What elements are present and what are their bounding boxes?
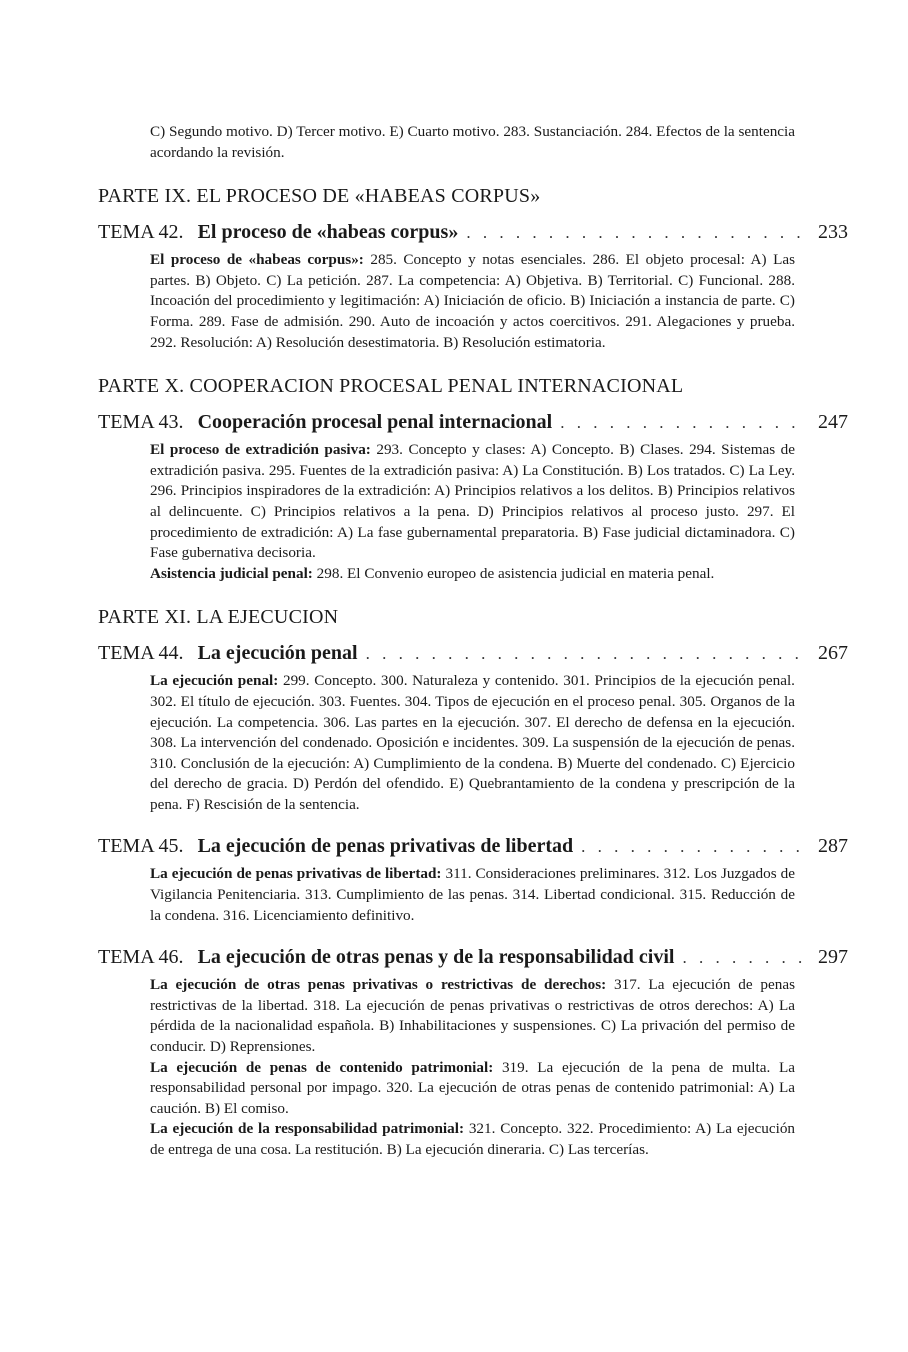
description-paragraph <box>150 671 795 815</box>
tema-title: Cooperación procesal penal internacional <box>197 411 553 434</box>
page-number: 297 <box>818 946 848 969</box>
page-number: 247 <box>818 411 848 434</box>
description-paragraph <box>150 1058 795 1120</box>
parte-xi-heading: PARTE XI. LA EJECUCION <box>98 606 339 629</box>
section-lead: La ejecución penal: <box>150 672 279 690</box>
page-number: 233 <box>818 221 848 244</box>
description-paragraph <box>150 564 795 585</box>
description-paragraph <box>150 250 795 353</box>
section-text: 285. Concepto y notas esenciales. 286. El objeto procesal: A) Las partes. B) Objeto. C) La petición. 287. La competencia: A) Objetiva. B) Territorial. C) Funcional. 288. Incoación del procedimiento y legitimación: A) Iniciación de oficio. B) Iniciación a instancia de parte. C) Forma. 289. Fase de admisión. 290. Auto de incoación y actos coercitivos. 291. Alegaciones y prueba. 292. Resolución: A) Resolución desestimatoria. B) Resolución estimatoria. <box>150 251 796 351</box>
section-lead: La ejecución de penas privativas de libertad: <box>150 865 442 883</box>
tema-title: La ejecución de penas privativas de libertad <box>197 835 574 858</box>
page-number: 287 <box>818 835 848 858</box>
tema-42-description <box>150 250 795 353</box>
description-paragraph <box>150 975 795 1057</box>
description-paragraph <box>150 440 795 564</box>
leader-dots <box>560 410 808 436</box>
section-text: 298. El Convenio europeo de asistencia judicial en materia penal. <box>312 564 715 582</box>
tema-42-entry <box>98 219 848 246</box>
section-text: 311. Consideraciones preliminares. 312. Los Juzgados de Vigilancia Penitenciaria. 313. Cumplimiento de las penas. 314. Libertad condicional. 315. Reducción de la condena. 316. Licenciamiento definitivo. <box>150 865 795 924</box>
tema-43-entry <box>98 409 848 436</box>
tema-number: TEMA 42. <box>98 221 184 244</box>
tema-title: El proceso de «habeas corpus» <box>197 221 459 244</box>
tema-44-description <box>150 671 795 815</box>
intro-text: C) Segundo motivo. D) Tercer motivo. E) Cuarto motivo. 283. Sustanciación. 284. Efectos de la sentencia acordando la revisión. <box>150 123 795 161</box>
tema-number: TEMA 43. <box>98 411 184 434</box>
tema-44-entry <box>98 640 848 667</box>
section-text: 299. Concepto. 300. Naturaleza y contenido. 301. Principios de la ejecución penal. 302. El título de ejecución. 303. Fuentes. 304. Tipos de ejecución en el proceso penal. 305. Organos de la ejecución. La competencia. 306. Las partes en la ejecución. 307. El derecho de defensa en la ejecución. 308. La intervención del condenado. Oposición e incidentes. 309. La suspensión de la ejecución de penas. 310. Conclusión de la ejecución: A) Cumplimiento de la condena. B) Muerte del condenado. C) Ejercicio del derecho de gracia. D) Perdón del ofendido. E) Quebrantamiento de la condena y prescripción de la pena. F) Rescisión de la sentencia. <box>150 672 795 813</box>
section-text: 293. Concepto y clases: A) Concepto. B) Clases. 294. Sistemas de extradición pasiva. 295. Fuentes de la extradición pasiva: A) La Constitución. B) Los tratados. C) La Ley. 296. Principios inspiradores de la extradición: A) Principios relativos a los delitos. B) Principios relativos al delincuente. C) Principios relativos a la pena. D) Principios relativos al proceso justo. 297. El procedimiento de extradición: A) La fase gubernamental preparatoria. B) Fase judicial dictaminadora. C) Fase gubernativa decisoria. <box>150 441 795 562</box>
leader-dots <box>366 641 808 667</box>
section-lead: Asistencia judicial penal: <box>150 564 313 582</box>
tema-title: La ejecución penal <box>197 642 358 665</box>
tema-title: La ejecución de otras penas y de la responsabilidad civil <box>197 946 675 969</box>
section-text: 317. La ejecución de penas restrictivas de la libertad. 318. La ejecución de penas privativas o restrictivas de otros derechos: A) La pérdida de la nacionalidad española. B) Inhabilitaciones y suspensiones. C) La privación del permiso de conducir. D) Reprensiones. <box>150 976 795 1056</box>
tema-46-entry <box>98 944 848 971</box>
section-text: 321. Concepto. 322. Procedimiento: A) La ejecución de entrega de una cosa. La restitución. B) La ejecución dineraria. C) Las tercerías. <box>150 1120 796 1158</box>
tema-46-description <box>150 975 795 1160</box>
page-number: 267 <box>818 642 848 665</box>
section-lead: La ejecución de penas de contenido patrimonial: <box>150 1058 494 1076</box>
leader-dots <box>466 220 808 246</box>
leader-dots <box>581 834 808 860</box>
description-paragraph <box>150 1119 795 1160</box>
tema-45-entry <box>98 833 848 860</box>
tema-number: TEMA 46. <box>98 946 184 969</box>
section-lead: La ejecución de otras penas privativas o restrictivas de derechos: <box>150 976 607 994</box>
tema-43-description <box>150 440 795 584</box>
parte-ix-heading: PARTE IX. EL PROCESO DE «HABEAS CORPUS» <box>98 185 541 208</box>
tema-number: TEMA 45. <box>98 835 184 858</box>
parte-x-heading: PARTE X. COOPERACION PROCESAL PENAL INTERNACIONAL <box>98 375 684 398</box>
section-lead: El proceso de «habeas corpus»: <box>150 251 364 269</box>
section-lead: La ejecución de la responsabilidad patrimonial: <box>150 1120 465 1138</box>
description-paragraph <box>150 864 795 926</box>
section-lead: El proceso de extradición pasiva: <box>150 441 371 459</box>
intro-description <box>150 122 795 163</box>
leader-dots <box>682 945 808 971</box>
tema-number: TEMA 44. <box>98 642 184 665</box>
tema-45-description <box>150 864 795 926</box>
section-text: 319. La ejecución de la pena de multa. La responsabilidad personal por impago. 320. La ejecución de otras penas de contenido patrimonial: A) La caución. B) El comiso. <box>150 1058 796 1117</box>
